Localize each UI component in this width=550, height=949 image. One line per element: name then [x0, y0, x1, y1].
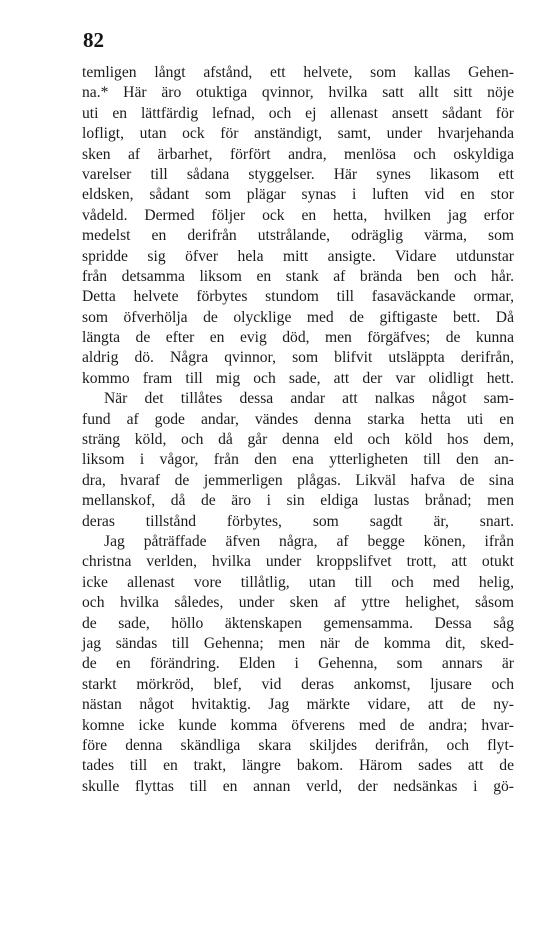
text-line: komne icke kunde komma öfverens med de andra; hvar- — [82, 716, 514, 734]
text-line: Jag påträffade äfven några, af begge könen, ifrån — [104, 532, 514, 550]
text-line: eldsken, sådant som plägar synas i luften vid en stor — [82, 186, 514, 204]
text-line: icke allenast vore tillåtlig, utan till och med helig, — [82, 573, 514, 591]
text-line: aldrig dö. Några qvinnor, som blifvit utsläppta derifrån, — [82, 349, 514, 367]
text-line: na.* Här äro otuktiga qvinnor, hvilka satt allt sitt nöje — [82, 84, 514, 102]
text-line: jag sändas till Gehenna; men när de komma dit, sked- — [82, 634, 514, 652]
text-line: medelst en derifrån utstrålande, odräglig värma, som — [82, 227, 514, 245]
text-line: varelser till sådana styggelser. Här synes likasom ett — [82, 165, 514, 183]
text-line: christna verlden, hvilka under kroppslifvet trott, att otukt — [82, 553, 514, 571]
text-line: nästan något hvitaktig. Jag märkte vidare, att de ny- — [82, 696, 514, 714]
page-number: 82 — [83, 28, 104, 52]
text-line: liksom i vågor, från den ena ytterligheten till den an- — [82, 451, 514, 469]
text-line: När det tillåtes dessa andar att nalkas något sam- — [104, 390, 514, 408]
text-line: de en förändring. Elden i Gehenna, som annars är — [82, 655, 514, 673]
text-line: som öfverhölja de olycklige med de giftigaste bett. Då — [82, 308, 514, 326]
text-line: skulle flyttas till en annan verld, der nedsänkas i gö- — [82, 777, 514, 795]
text-line: fund af gode andar, vändes denna starka hetta uti en — [82, 410, 514, 428]
text-line: lofligt, utan ock för anständigt, samt, under hvarjehanda — [82, 125, 514, 143]
text-line: spridde sig öfver hela mitt ansigte. Vidare utdunstar — [82, 247, 514, 265]
text-line: tades till en trakt, längre bakom. Härom sades att de — [82, 757, 514, 775]
text-line: längta de efter en evig död, men förgäfves; de kunna — [82, 329, 514, 347]
text-line: från detsamma liksom en stank af brända ben och hår. — [82, 267, 514, 285]
text-line: mellanskof, då de äro i sin eldiga lustas brånad; men — [82, 492, 514, 510]
text-line: uti en lättfärdig lefnad, och ej allenast ansett sådant för — [82, 104, 514, 122]
text-line: dra, hvaraf de jemmerligen plågas. Likväl hafva de sina — [82, 471, 514, 489]
text-line: vådeld. Dermed följer ock en hetta, hvilken jag erfor — [82, 206, 514, 224]
text-line: Detta helvete förbytes stundom till fasaväckande ormar, — [82, 288, 514, 306]
text-line: sken af ärbarhet, förfört andra, menlösa och oskyldiga — [82, 145, 514, 163]
text-line: temligen långt afstånd, ett helvete, som kallas Gehen- — [82, 64, 514, 81]
text-line: deras tillstånd förbytes, som sagdt är, snart. — [82, 512, 514, 530]
text-line: starkt mörkröd, blef, vid deras ankomst, ljusare och — [82, 675, 514, 693]
text-line: sträng köld, och då går denna eld och köld hos dem, — [82, 431, 514, 449]
text-line: de sade, höllo äktenskapen gemensamma. Dessa såg — [82, 614, 514, 632]
body-text — [82, 63, 514, 797]
text-line: före denna skändliga skara skiljdes derifrån, och flyt- — [82, 736, 514, 754]
text-line: kommo fram till mig och sade, att der var olidligt hett. — [82, 369, 514, 387]
text-line: och hvilka således, under sken af yttre helighet, såsom — [82, 594, 514, 612]
